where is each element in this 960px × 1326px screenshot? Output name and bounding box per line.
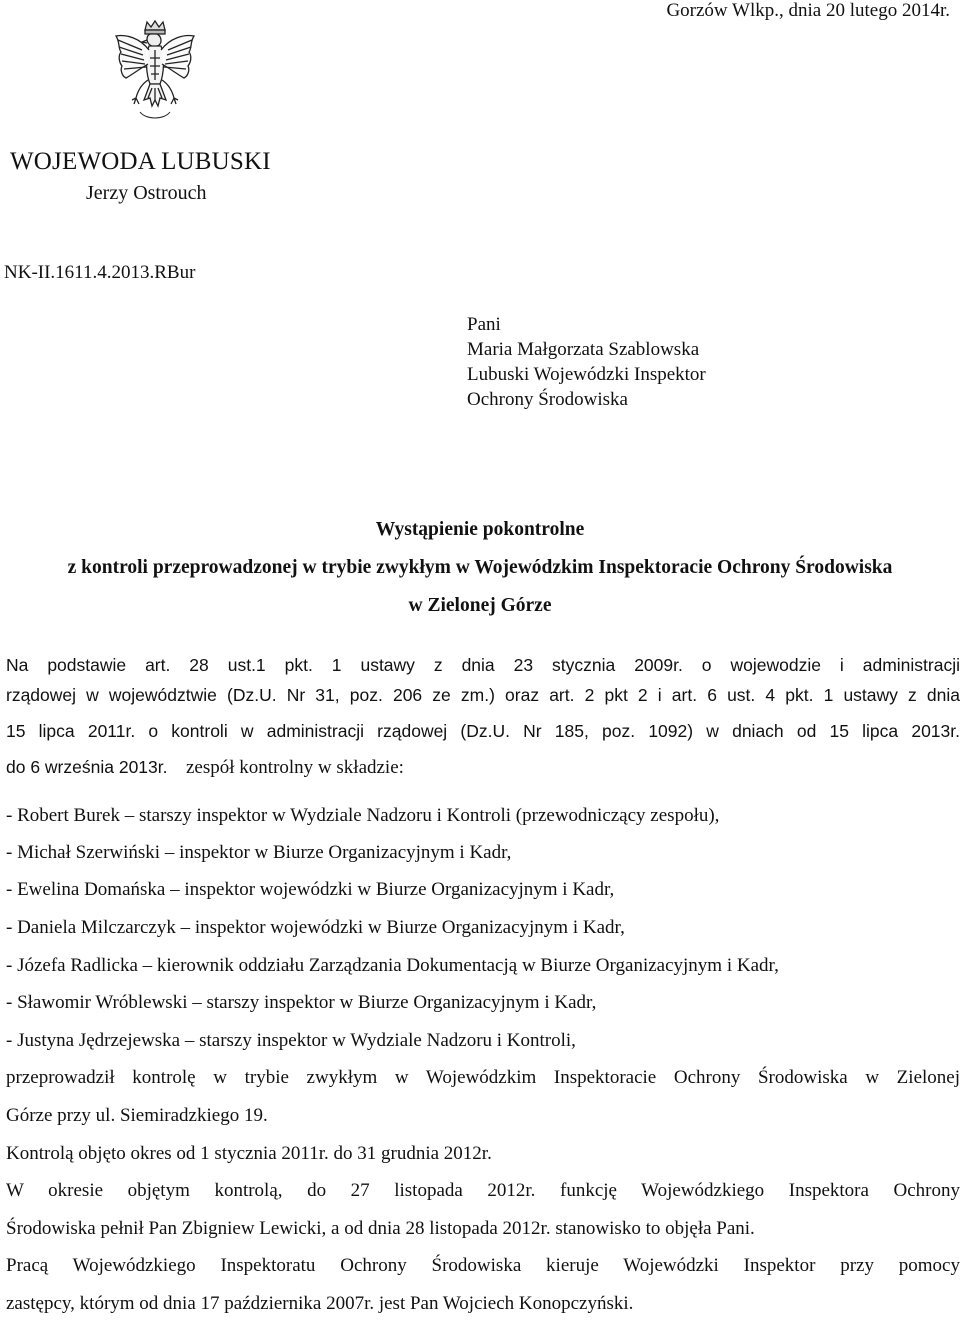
body-line: Górze przy ul. Siemiradzkiego 19.: [6, 1105, 268, 1126]
body-line: zastępcy, którym od dnia 17 października 2007r. jest Pan Wojciech Konopczyński.: [6, 1293, 634, 1314]
list-item: - Justyna Jędrzejewska – starszy inspektor w Wydziale Nadzoru i Kontroli,: [6, 1030, 576, 1051]
recipient-title-line1: Lubuski Wojewódzki Inspektor: [467, 364, 706, 385]
list-item: - Daniela Milczarczyk – inspektor wojewódzki w Biurze Organizacyjnym i Kadr,: [6, 917, 625, 938]
recipient-block: [467, 312, 706, 412]
body-line: przeprowadził kontrolę w trybie zwykłym w Wojewódzkim Inspektoracie Ochrony Środowiska w Zielonej: [6, 1067, 960, 1088]
list-item: - Sławomir Wróblewski – starszy inspektor w Biurze Organizacyjnym i Kadr,: [6, 992, 597, 1013]
sender-person: Jerzy Ostrouch: [86, 182, 207, 204]
document-heading: [0, 511, 960, 625]
body-line: W okresie objętym kontrolą, do 27 listopada 2012r. funkcję Wojewódzkiego Inspektora Ochrony: [6, 1180, 960, 1201]
recipient-salutation: Pani: [467, 314, 501, 335]
reference-number: NK-II.1611.4.2013.RBur: [4, 262, 196, 283]
sender-authority: WOJEWODA LUBUSKI: [10, 148, 271, 175]
list-item: - Robert Burek – starszy inspektor w Wydziale Nadzoru i Kontroli (przewodniczący zespołu),: [6, 805, 720, 826]
body-line: do 6 września 2013r.: [6, 757, 168, 777]
list-item: - Ewelina Domańska – inspektor wojewódzki w Biurze Organizacyjnym i Kadr,: [6, 879, 615, 900]
heading-location: w Zielonej Górze: [408, 595, 552, 616]
body-line: Środowiska pełnił Pan Zbigniew Lewicki, a od dnia 28 listopada 2012r. stanowisko to objęła Pani.: [6, 1218, 755, 1239]
heading-subtitle: z kontroli przeprowadzonej w trybie zwykłym w Wojewódzkim Inspektoracie Ochrony Środowiska: [67, 557, 893, 578]
heading-title: Wystąpienie pokontrolne: [375, 519, 585, 540]
body-line: Kontrolą objęto okres od 1 stycznia 2011r. do 31 grudnia 2012r.: [6, 1143, 492, 1164]
list-item: - Michał Szerwiński – inspektor w Biurze Organizacyjnym i Kadr,: [6, 842, 512, 863]
body-line: 15 lipca 2011r. o kontroli w administracji rządowej (Dz.U. Nr 185, poz. 1092) w dniach od 15 lipca 2013r.: [6, 721, 960, 741]
body-line: rządowej w województwie (Dz.U. Nr 31, poz. 206 ze zm.) oraz art. 2 pkt 2 i art. 6 ust. 4 pkt. 1 ustawy z dnia: [6, 685, 960, 705]
polish-eagle-emblem-icon: [112, 20, 198, 132]
body-line: Na podstawie art. 28 ust.1 pkt. 1 ustawy z dnia 23 stycznia 2009r. o wojewodzie i administracji: [6, 655, 960, 675]
recipient-name: Maria Małgorzata Szablowska: [467, 339, 700, 360]
body-line: Pracą Wojewódzkiego Inspektoratu Ochrony Środowiska kieruje Wojewódzki Inspektor przy pomocy: [6, 1255, 960, 1276]
recipient-title-line2: Ochrony Środowiska: [467, 389, 628, 410]
document-date: Gorzów Wlkp., dnia 20 lutego 2014r.: [666, 0, 950, 21]
list-item: - Józefa Radlicka – kierownik oddziału Zarządzania Dokumentacją w Biurze Organizacyjnym i Kadr,: [6, 955, 779, 976]
body-line: zespół kontrolny w składzie:: [186, 757, 404, 778]
